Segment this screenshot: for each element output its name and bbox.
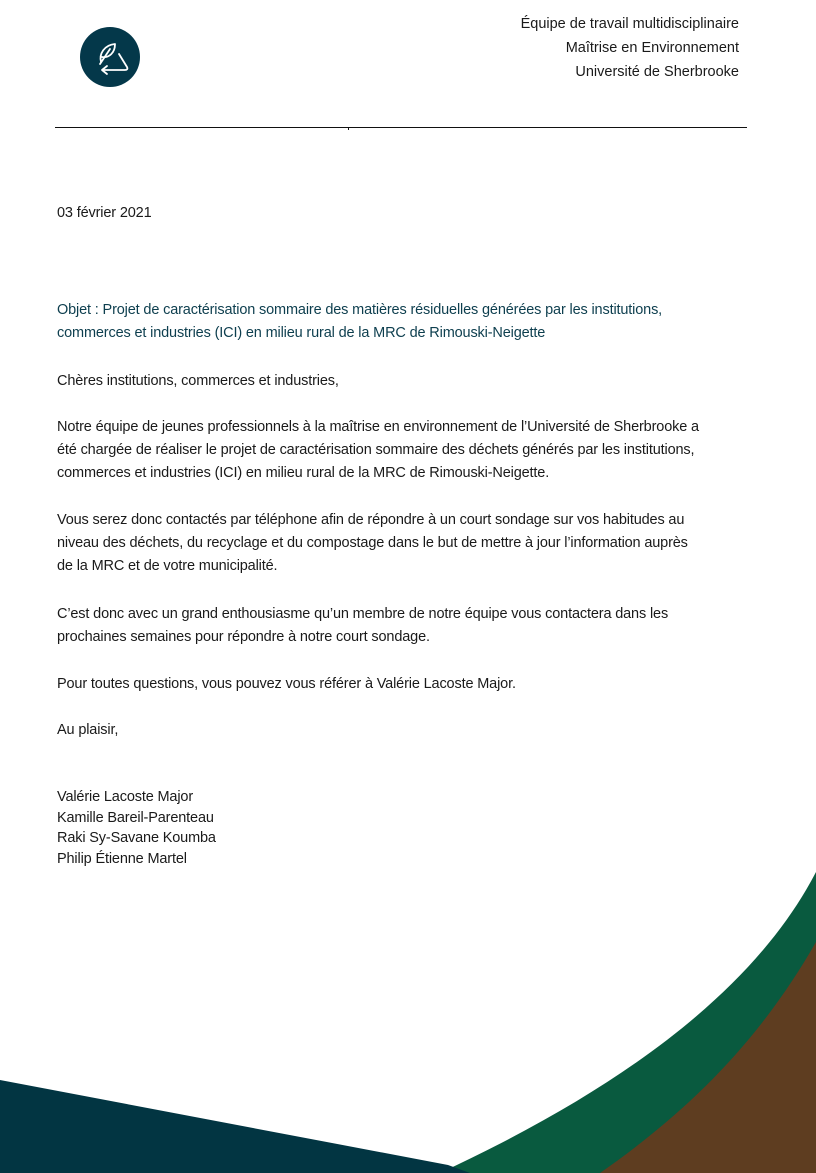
body-paragraph [57,509,757,578]
letter-greeting: Chères institutions, commerces et industries, [57,373,339,389]
organization-logo [80,27,140,87]
green-wave-band [440,872,816,1173]
subject-line: Objet : Projet de caractérisation sommaire des matières résiduelles générées par les institutions, [57,302,663,318]
signatory-name: Philip Étienne Martel [57,851,187,868]
paragraph-line: C’est donc avec un grand enthousiasme qu’un membre de notre équipe vous contactera dans les [57,606,669,622]
paragraph-line: de la MRC et de votre municipalité. [57,558,278,574]
subject-line: commerces et industries (ICI) en milieu rural de la MRC de Rimouski-Neigette [57,325,546,341]
letterhead-university: Université de Sherbrooke [575,64,739,80]
letterhead-program: Maîtrise en Environnement [565,40,739,56]
letterhead-team: Équipe de travail multidisciplinaire [520,16,739,32]
paragraph-line: prochaines semaines pour répondre à notre court sondage. [57,629,430,645]
header-divider-tick [348,128,349,130]
leaf-recycle-icon [80,27,140,87]
paragraph-line: été chargée de réaliser le projet de caractérisation sommaire des déchets générés par les institutions, [57,442,695,458]
navy-diagonal-band [0,1080,470,1173]
signatory-name: Valérie Lacoste Major [57,789,194,805]
body-paragraph [57,673,757,696]
body-paragraph [57,416,757,485]
body-paragraph [57,603,757,649]
signatory-name: Raki Sy-Savane Koumba [57,830,216,847]
brown-wave-band [600,942,816,1173]
signatory-name: Kamille Bareil-Parenteau [57,809,214,826]
letter-date: 03 février 2021 [57,205,152,221]
letterhead [521,12,739,84]
paragraph-line: commerces et industries (ICI) en milieu rural de la MRC de Rimouski-Neigette. [57,465,550,481]
paragraph-line: niveau des déchets, du recyclage et du compostage dans le but de mettre à jour l’information auprès [57,535,688,551]
header-divider [55,127,747,128]
paragraph-line: Vous serez donc contactés par téléphone afin de répondre à un court sondage sur vos habitudes au [57,512,685,528]
letter-closing: Au plaisir, [57,722,119,738]
paragraph-line: Notre équipe de jeunes professionnels à la maîtrise en environnement de l’Université de Sherbrooke a [57,419,699,435]
signature-block [57,787,757,870]
letter-subject [57,299,757,345]
paragraph-line: Pour toutes questions, vous pouvez vous référer à Valérie Lacoste Major. [57,676,516,692]
